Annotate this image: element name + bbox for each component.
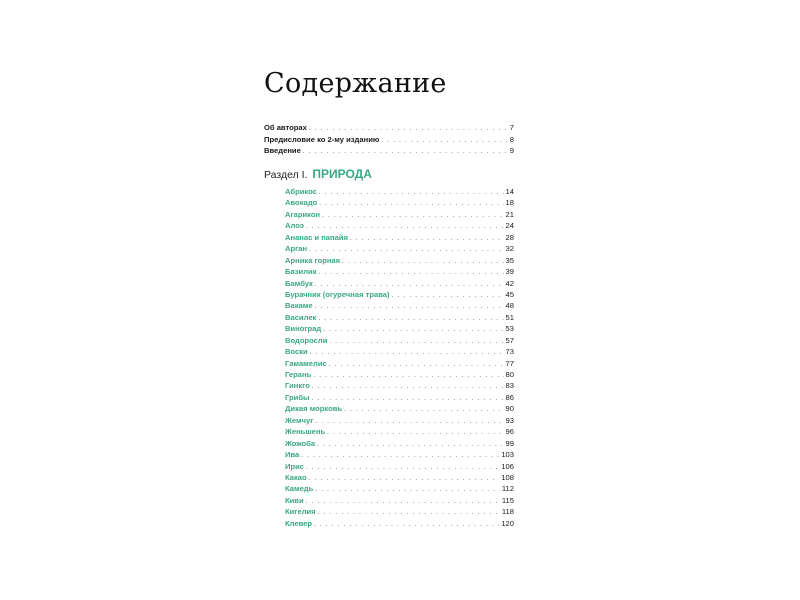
toc-entry-page-number: 45 <box>505 289 514 299</box>
toc-entry-page-number: 99 <box>505 438 514 448</box>
toc-entry-page-number: 14 <box>505 187 514 196</box>
toc-entry-page-number: 90 <box>505 404 514 414</box>
toc-entry-row[interactable] <box>285 255 514 266</box>
toc-entry-row[interactable] <box>285 369 514 380</box>
toc-entry-row[interactable] <box>285 461 514 472</box>
toc-entry-page-number: 96 <box>505 427 514 437</box>
toc-entry-page-number: 35 <box>505 255 514 265</box>
toc-entry-label: Гинкго <box>285 381 310 391</box>
toc-entry-page-number: 42 <box>505 278 514 288</box>
toc-entry-page-number: 77 <box>505 358 514 368</box>
toc-entry-row[interactable] <box>285 335 514 346</box>
toc-entry-row[interactable] <box>285 266 514 277</box>
dot-leader <box>314 520 499 529</box>
dot-leader <box>309 245 503 254</box>
dot-leader <box>313 371 503 380</box>
toc-entry-page-number: 73 <box>505 347 514 357</box>
toc-entry-label: Гамамелис <box>285 358 327 368</box>
dot-leader <box>315 302 504 311</box>
dot-leader <box>344 405 503 414</box>
toc-entry-label: Жемчуг <box>285 415 314 425</box>
toc-entry-label: Ананас и папайя <box>285 232 348 242</box>
section-entries-list <box>285 186 514 529</box>
toc-entry-label: Абрикос <box>285 187 317 196</box>
dot-leader <box>315 280 504 289</box>
toc-entry-label: Арган <box>285 244 308 254</box>
dot-leader <box>319 199 503 208</box>
toc-entry-row[interactable] <box>285 278 514 289</box>
front-matter-page-number: 7 <box>509 123 514 132</box>
toc-entry-page-number: 118 <box>501 507 514 517</box>
toc-entry-row[interactable] <box>285 312 514 323</box>
toc-entry-page-number: 57 <box>505 335 514 345</box>
toc-entry-row[interactable] <box>285 449 514 460</box>
toc-entry-row[interactable] <box>285 483 514 494</box>
toc-entry-page-number: 24 <box>505 221 514 231</box>
dot-leader <box>312 382 504 391</box>
dot-leader <box>318 508 500 517</box>
toc-entry-page-number: 51 <box>505 312 514 322</box>
dot-leader <box>309 474 500 483</box>
toc-entry-label: Арника горная <box>285 255 341 265</box>
dot-leader <box>329 360 504 369</box>
toc-entry-page-number: 83 <box>505 381 514 391</box>
toc-entry-page-number: 93 <box>505 415 514 425</box>
toc-entry-label: Агарикон <box>285 209 321 219</box>
toc-entry-label: Кигелия <box>285 507 316 517</box>
toc-entry-row[interactable] <box>285 220 514 231</box>
toc-entry-label: Воски <box>285 347 308 357</box>
toc-entry-label: Алоэ <box>285 221 304 231</box>
section-name: ПРИРОДА <box>312 167 372 181</box>
toc-entry-row[interactable] <box>285 415 514 426</box>
toc-entry-page-number: 28 <box>505 232 514 242</box>
front-matter-row[interactable] <box>264 134 514 146</box>
toc-entry-label: Ива <box>285 450 300 460</box>
toc-entry-label: Базилик <box>285 267 317 277</box>
toc-entry-label: Грибы <box>285 392 310 402</box>
front-matter-label: Об авторах <box>264 123 307 132</box>
toc-entry-row[interactable] <box>285 403 514 414</box>
dot-leader <box>323 325 503 334</box>
toc-entry-page-number: 106 <box>501 461 514 471</box>
toc-entry-row[interactable] <box>285 346 514 357</box>
toc-entry-row[interactable] <box>285 232 514 243</box>
dot-leader <box>342 257 503 266</box>
dot-leader <box>317 440 503 449</box>
front-matter-page-number: 8 <box>509 134 514 144</box>
dot-leader <box>319 268 504 277</box>
dot-leader <box>306 222 504 231</box>
front-matter-label: Введение <box>264 146 301 155</box>
toc-entry-row[interactable] <box>285 392 514 403</box>
toc-entry-label: Виноград <box>285 324 322 334</box>
toc-entry-row[interactable] <box>285 358 514 369</box>
dot-leader <box>301 451 499 460</box>
toc-entry-page-number: 32 <box>505 244 514 254</box>
toc-entry-row[interactable] <box>285 209 514 220</box>
dot-leader <box>303 147 508 157</box>
dot-leader <box>329 337 503 346</box>
toc-entry-row[interactable] <box>285 323 514 334</box>
front-matter-row[interactable] <box>264 145 514 157</box>
toc-entry-label: Киви <box>285 495 304 505</box>
toc-entry-label: Дикая морковь <box>285 404 343 414</box>
toc-entry-label: Ирис <box>285 461 304 471</box>
toc-entry-label: Женьшень <box>285 427 326 437</box>
dot-leader <box>319 188 504 197</box>
dot-leader <box>392 291 504 300</box>
toc-entry-label: Василек <box>285 312 317 322</box>
toc-entry-label: Камедь <box>285 484 314 494</box>
dot-leader <box>310 348 504 357</box>
toc-entry-row[interactable] <box>285 197 514 208</box>
toc-entry-row[interactable] <box>285 506 514 517</box>
dot-leader <box>306 463 499 472</box>
toc-entry-page-number: 103 <box>501 450 514 460</box>
toc-entry-row[interactable] <box>285 289 514 300</box>
toc-entry-page-number: 53 <box>505 324 514 334</box>
toc-entry-page-number: 120 <box>501 518 514 528</box>
dot-leader <box>318 314 503 323</box>
section-prefix: Раздел I. <box>264 169 308 181</box>
dot-leader <box>315 485 500 494</box>
toc-entry-row[interactable] <box>285 243 514 254</box>
toc-entry-row[interactable] <box>285 380 514 391</box>
toc-entry-row[interactable] <box>285 472 514 483</box>
dot-leader <box>312 394 504 403</box>
toc-entry-page-number: 80 <box>505 370 514 379</box>
dot-leader <box>322 211 503 220</box>
section-heading <box>264 167 372 181</box>
toc-entry-label: Бурачник (огуречная трава) <box>285 289 390 299</box>
toc-entry-row[interactable] <box>285 438 514 449</box>
toc-entry-row[interactable] <box>285 495 514 506</box>
toc-entry-page-number: 18 <box>505 198 514 208</box>
toc-entry-row[interactable] <box>285 518 514 529</box>
toc-entry-label: Жожоба <box>285 438 316 448</box>
toc-entry-page-number: 112 <box>501 484 514 494</box>
toc-entry-row[interactable] <box>285 426 514 437</box>
front-matter-label: Предисловие ко 2-му изданию <box>264 134 380 144</box>
toc-entry-label: Герань <box>285 370 312 379</box>
dot-leader <box>309 124 508 134</box>
toc-entry-row[interactable] <box>285 300 514 311</box>
toc-entry-label: Авокадо <box>285 198 318 208</box>
page-title: Содержание <box>264 68 447 99</box>
toc-entry-page-number: 115 <box>501 495 514 505</box>
toc-entry-label: Водоросли <box>285 335 328 345</box>
toc-entry-page-number: 48 <box>505 301 514 311</box>
toc-entry-row[interactable] <box>285 186 514 197</box>
toc-entry-page-number: 39 <box>505 267 514 277</box>
front-matter-row[interactable] <box>264 122 514 134</box>
dot-leader <box>350 234 504 243</box>
front-matter-list <box>264 122 514 157</box>
toc-entry-page-number: 21 <box>505 209 514 219</box>
dot-leader <box>315 417 503 426</box>
toc-entry-label: Бамбук <box>285 278 313 288</box>
toc-entry-label: Вакаме <box>285 301 313 311</box>
toc-entry-page-number: 86 <box>505 392 514 402</box>
toc-entry-label: Клевер <box>285 518 313 528</box>
front-matter-page-number: 9 <box>509 146 514 155</box>
toc-entry-label: Какао <box>285 472 307 482</box>
toc-entry-page-number: 108 <box>501 472 514 482</box>
dot-leader <box>381 136 507 146</box>
dot-leader <box>306 497 500 506</box>
dot-leader <box>327 428 503 437</box>
